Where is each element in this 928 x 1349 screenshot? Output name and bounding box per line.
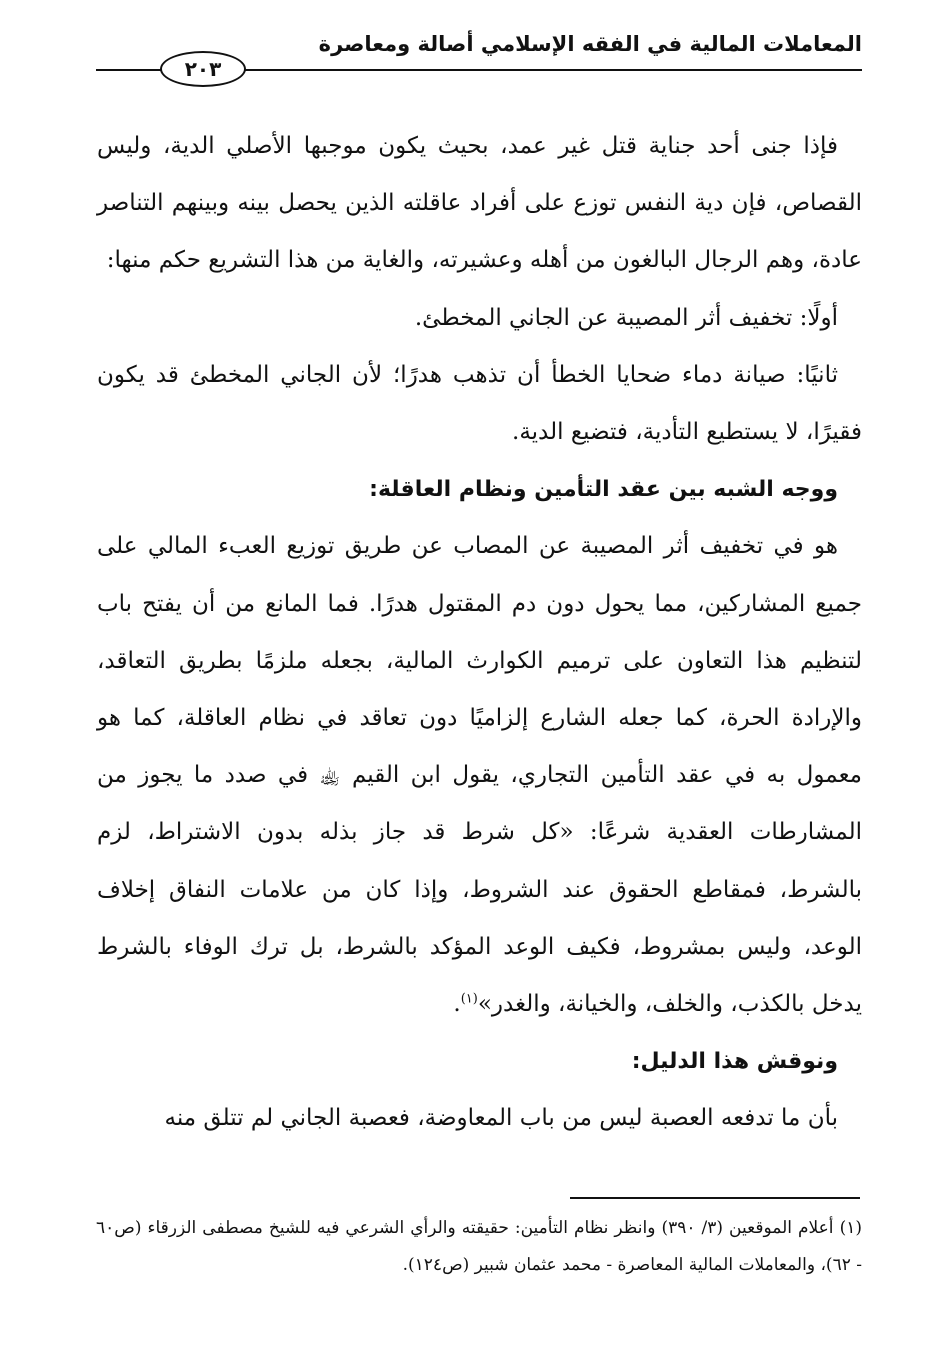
- footnotes: [96, 1210, 862, 1284]
- section-heading-objection: ونوقش هذا الدليل:: [631, 1049, 838, 1075]
- page-number: ٢٠٣: [160, 51, 246, 87]
- section-heading-similarity: ووجه الشبه بين عقد التأمين ونظام العاقلة:: [369, 477, 838, 503]
- footnote-reference: (١): [460, 991, 478, 1007]
- paragraph-similarity: [97, 518, 862, 1033]
- footnote-1: (١) أعلام الموقعين (٣/ ٣٩٠) وانظر نظام التأمين: حقيقته والرأي الشرعي فيه للشيخ مصطفى الزرقاء (ص٦٠ - ٦٢)، والمعاملات المالية المعاصرة - محمد عثمان شبير (ص١٢٤).: [96, 1218, 862, 1275]
- paragraph-diyah-distribution: فإذا جنى أحد جناية قتل غير عمد، بحيث يكون موجبها الأصلي الدية، وليس القصاص، فإن دية النفس توزع على أفراد عاقلته الذين يحصل بينه وبينهم التناصر عادة، وهم الرجال البالغون من أهله وعشيرته، والغاية من هذا التشريع حكم منها:: [97, 133, 862, 274]
- paragraph-second-wisdom: ثانيًا: صيانة دماء ضحايا الخطأ أن تذهب هدرًا؛ لأن الجاني المخطئ قد يكون فقيرًا، لا يستطيع التأدية، فتضيع الدية.: [97, 361, 862, 446]
- paragraph-similarity-end: .: [453, 991, 461, 1018]
- body-text: [97, 118, 862, 1148]
- paragraph-first-wisdom: أولًا: تخفيف أثر المصيبة عن الجاني المخطئ.: [414, 304, 838, 331]
- paragraph-similarity-text: هو في تخفيف أثر المصيبة عن المصاب عن طريق توزيع العبء المالي على جميع المشاركين، مما يحول دون دم المقتول هدرًا. فما المانع من أن يفتح باب لتنظيم هذا التعاون على ترميم الكوارث المالية، بجعله ملزمًا بطريق التعاقد، والإرادة الحرة، كما جعله الشارع إلزاميًا دون تعاقد في نظام العاقلة، كما هو معمول به في عقد التأمين التجاري، يقول ابن القيم ﵀ في صدد ما يجوز من المشارطات العقدية شرعًا: «كل شرط قد جاز بذله بدون الاشتراط، لزم بالشرط، فمقاطع الحقوق عند الشروط، وإذا كان من علامات النفاق إخلاف الوعد، وليس بمشروط، فكيف الوعد المؤكد بالشرط، بل ترك الوفاء بالشرط يدخل بالكذب، والخلف، والخيانة، والغدر»: [97, 533, 862, 1018]
- running-title: المعاملات المالية في الفقه الإسلامي أصالة ومعاصرة: [318, 32, 862, 56]
- footnote-rule: [570, 1197, 860, 1199]
- paragraph-objection: بأن ما تدفعه العصبة ليس من باب المعاوضة، فعصبة الجاني لم تتلق منه: [164, 1105, 838, 1132]
